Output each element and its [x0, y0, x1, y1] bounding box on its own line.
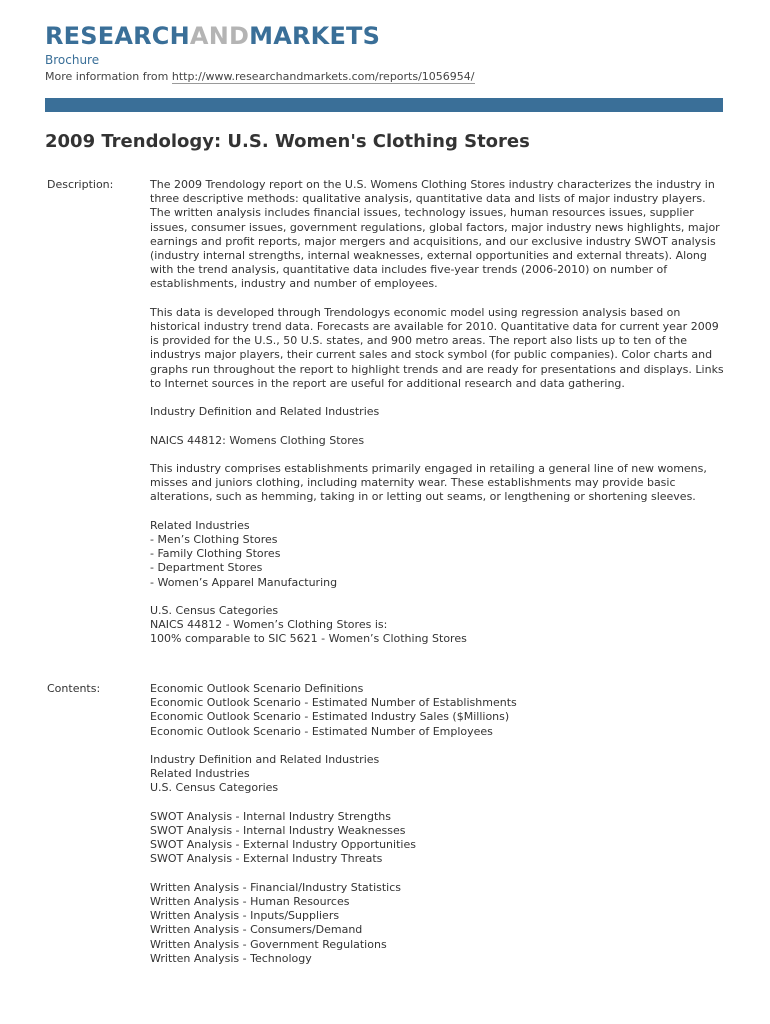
- list-item: SWOT Analysis - Internal Industry Weaknesses: [150, 824, 406, 837]
- list-item: 100% comparable to SIC 5621 - Women’s Clothing Stores: [150, 632, 467, 646]
- list-item: Economic Outlook Scenario - Estimated Number of Establishments: [150, 696, 517, 710]
- description-paragraph: Industry Definition and Related Industries: [150, 405, 380, 419]
- list-item: Written Analysis - Consumers/Demand: [150, 923, 363, 937]
- researchandmarkets-logo: [45, 22, 380, 50]
- header-divider-bar: [45, 98, 723, 112]
- list-item: U.S. Census Categories: [150, 781, 279, 795]
- list-item: Written Analysis - Inputs/Suppliers: [150, 909, 340, 923]
- list-item: - Family Clothing Stores: [150, 547, 281, 561]
- list-item: Industry Definition and Related Industries: [150, 753, 380, 766]
- description-paragraph: The 2009 Trendology report on the U.S. Womens Clothing Stores industry characterizes the industry in three descriptive methods: qualitative analysis, quantitative data and lists of major industry players. The written analysis includes financial issues, technology issues, human resources issues, supplier issues, consumer issues, government regulations, global factors, major industry news highlights, major earnings and profit reports, major mergers and acquisitions, and our exclusive industry SWOT analysis (industry internal strengths, internal weaknesses, external opportunities and external threats). Along with the trend analysis, quantitative data includes five-year trends (2006-2010) on number of establishments, industry and number of employees.: [150, 178, 720, 291]
- list-item: Written Analysis - Human Resources: [150, 895, 350, 908]
- description-body: [150, 178, 725, 661]
- list-item: - Department Stores: [150, 561, 263, 575]
- logo-markets: MARKETS: [249, 22, 381, 50]
- census-categories: [150, 604, 725, 647]
- logo-research: RESEARCH: [45, 22, 190, 50]
- list-item: U.S. Census Categories: [150, 604, 279, 617]
- description-paragraph: This industry comprises establishments primarily engaged in retailing a general line of new womens, misses and juniors clothing, including maternity wear. These establishments may provide basic alterations, such as hemming, taking in or letting out seams, or lengthening or shortening sleeves.: [150, 462, 707, 504]
- list-item: Written Analysis - Financial/Industry Statistics: [150, 880, 402, 894]
- contents-group: [150, 881, 725, 966]
- contents-body: [150, 682, 725, 980]
- related-industries-list: [150, 519, 725, 590]
- logo-and: AND: [189, 22, 250, 50]
- list-item: Written Analysis - Government Regulations: [150, 937, 387, 951]
- description-paragraph: NAICS 44812: Womens Clothing Stores: [150, 433, 365, 447]
- report-title: 2009 Trendology: U.S. Women's Clothing Stores: [45, 131, 530, 152]
- list-item: - Men’s Clothing Stores: [150, 533, 278, 546]
- report-url-link[interactable]: http://www.researchandmarkets.com/reports/1056954/: [171, 70, 475, 83]
- list-item: SWOT Analysis - Internal Industry Strengths: [150, 809, 391, 823]
- list-item: Written Analysis - Technology: [150, 951, 312, 965]
- description-paragraph: This data is developed through Trendologys economic model using regression analysis based on historical industry trend data. Forecasts are available for 2010. Quantitative data for current year 2009 is provided for the U.S., 50 U.S. states, and 900 metro areas. The report also lists up to ten of the industrys major players, their current sales and stock symbol (for public companies). Color charts and graphs run throughout the report to highlight trends and are ready for presentations and displays. Links to Internet sources in the report are useful for additional research and data gathering.: [150, 305, 724, 390]
- list-item: SWOT Analysis - External Industry Threats: [150, 852, 383, 866]
- list-item: - Women’s Apparel Manufacturing: [150, 575, 338, 589]
- list-item: Economic Outlook Scenario - Estimated Industry Sales ($Millions): [150, 710, 510, 724]
- list-item: Economic Outlook Scenario - Estimated Number of Employees: [150, 724, 493, 738]
- contents-group: [150, 682, 725, 739]
- list-item: SWOT Analysis - External Industry Opportunities: [150, 838, 416, 852]
- list-item: NAICS 44812 - Women’s Clothing Stores is:: [150, 618, 388, 632]
- list-item: Economic Outlook Scenario Definitions: [150, 682, 364, 695]
- brochure-label: Brochure: [45, 53, 100, 67]
- contents-label: Contents:: [47, 682, 101, 695]
- contents-group: [150, 810, 725, 867]
- contents-group: [150, 753, 725, 796]
- list-item: Related Industries: [150, 767, 250, 781]
- description-label: Description:: [47, 178, 114, 191]
- list-item: Related Industries: [150, 518, 250, 532]
- more-info-line: [45, 70, 475, 83]
- more-info-prefix: More information from: [45, 70, 172, 83]
